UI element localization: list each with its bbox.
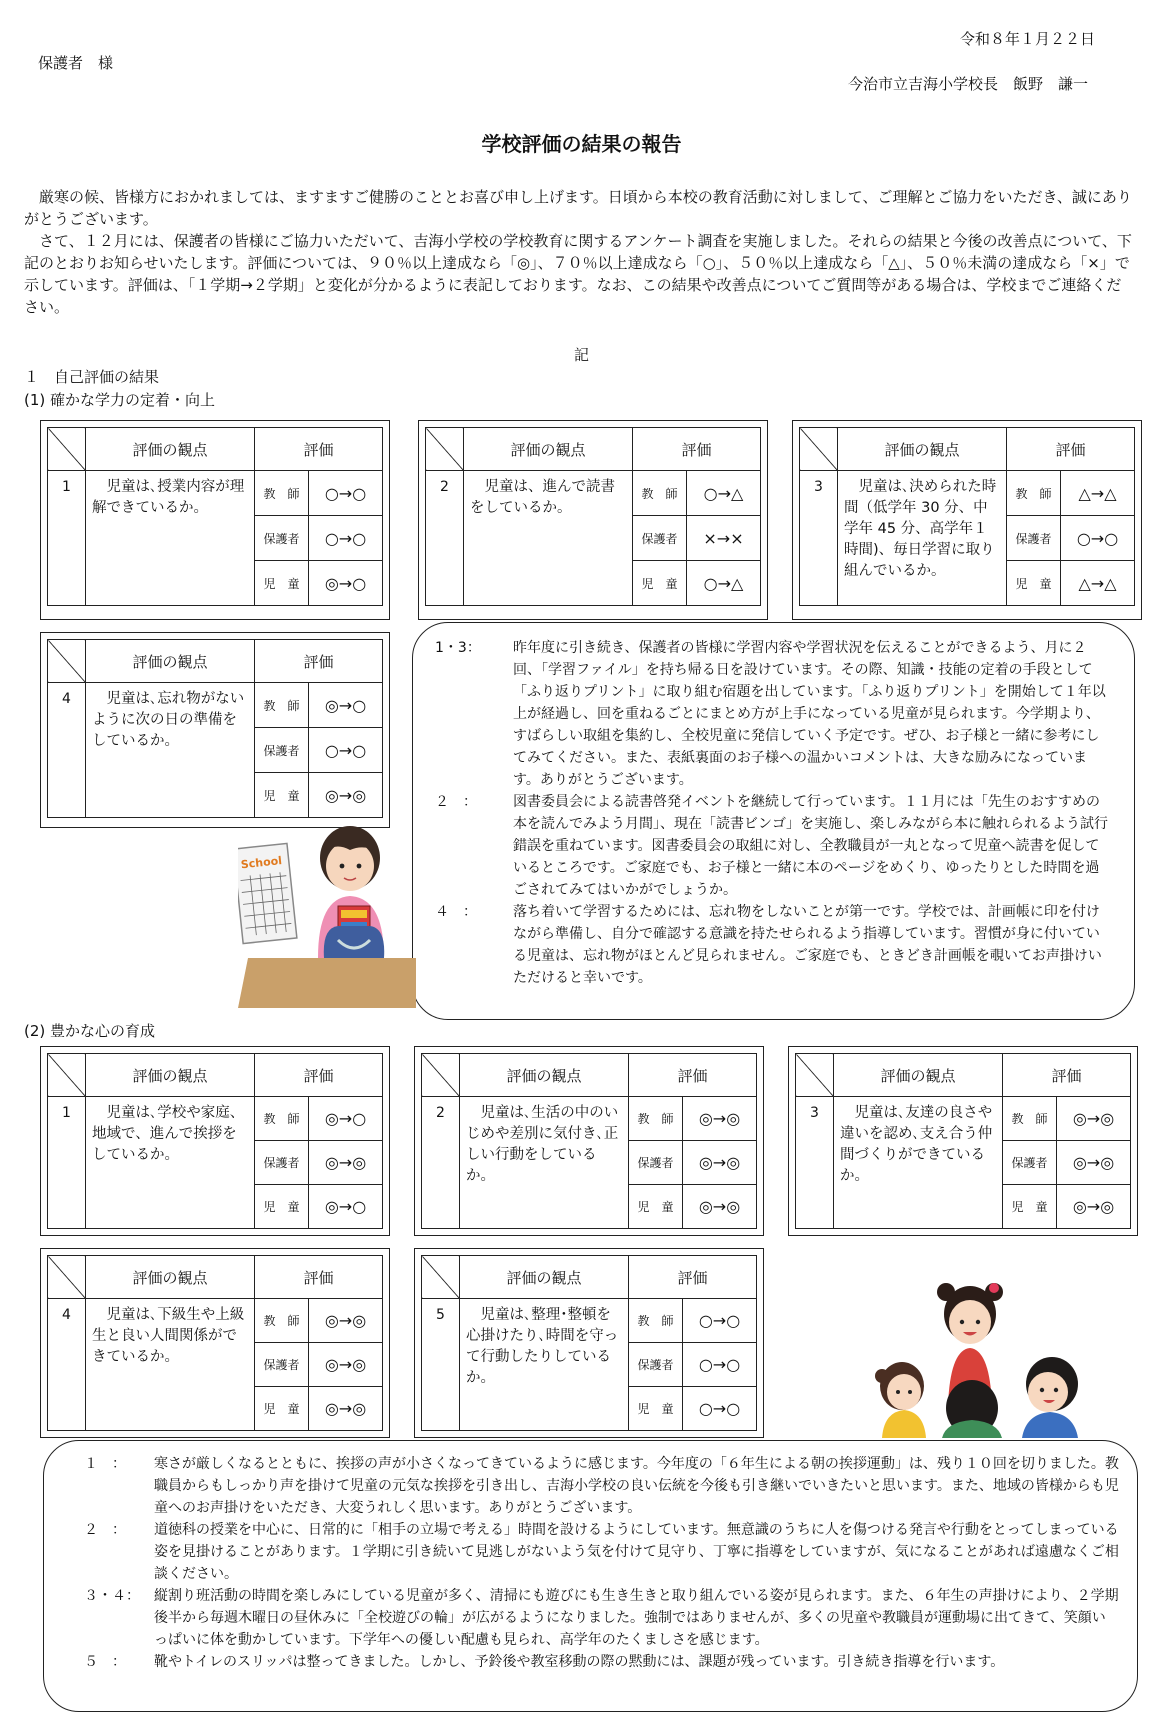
children-group-illustration [862,1266,1112,1438]
item-description: 児童は､友達の良さや違いを認め､支え合う仲間づくりができているか。 [834,1097,1003,1229]
rater-guardian: 保護者 [633,516,687,561]
evaluation-header: 評価 [1003,1054,1131,1097]
comment-item [435,791,1112,901]
document-date: 令和８年１月２２日 [960,30,1096,48]
intro-text [24,186,1134,318]
rater-child: 児 童 [1003,1185,1057,1229]
evaluation-card-items1-4 [40,632,390,828]
diagonal-cell [422,1054,460,1097]
rater-child: 児 童 [629,1185,683,1229]
rater-guardian: 保護者 [1003,1141,1057,1185]
rating-child: ◎→○ [309,561,383,606]
viewpoint-header: 評価の観点 [460,1256,629,1299]
rater-child: 児 童 [629,1387,683,1431]
subsection-heading: (2) 豊かな心の育成 [24,1022,156,1040]
rating-child: ◎→○ [309,1185,383,1229]
rating-teacher: ◎→○ [309,1097,383,1141]
evaluation-header: 評価 [255,640,383,683]
rater-child: 児 童 [255,773,309,818]
comment-text: 図書委員会による読書啓発イベントを継続して行っています。１１月には「先生のおすすめの本を読んでみよう月間」、現在「読書ビンゴ」を実施し、楽しみながら本に触れられるよう試行錯誤を重ねています。図書委員会の取組に対し、全教職員が一丸となって児童へ読書を促しているところです。ご家庭でも、お子様と一緒に本のページをめくり、ゆったりとした時間を過ごされてみてはいかがでしょうか。 [513,794,1108,898]
rater-child: 児 童 [255,1387,309,1431]
evaluation-card-items2-5 [414,1248,764,1438]
evaluation-table [47,1255,383,1431]
evaluation-table [47,427,383,606]
rater-teacher: 教 師 [633,471,687,516]
rating-teacher: ○→△ [687,471,761,516]
document-title: 学校評価の結果の報告 [481,132,682,156]
rating-child: △→△ [1061,561,1135,606]
rater-teacher: 教 師 [629,1097,683,1141]
diagonal-cell [426,428,464,471]
viewpoint-header: 評価の観点 [464,428,633,471]
comment-text: 寒さが厳しくなるとともに、挨拶の声が小さくなってきているように感じます。今年度の「６年生による朝の挨拶運動」は、残り１０回を切りました。教職員からもしっかり声を掛けて児童の元気な挨拶を引き出し、吉海小学校の良い伝統を今後も引き継いでいきたいと思います。また、地域の皆様からも児童へのお声掛けをいただき、大変うれしく思います。ありがとうございます。 [154,1456,1119,1516]
rating-teacher: △→△ [1061,471,1135,516]
evaluation-header: 評価 [255,428,383,471]
item-description: 児童は､忘れ物がないように次の日の準備をしているか。 [86,683,255,818]
rating-child: ◎→◎ [309,773,383,818]
comment-key: ２ ： [435,794,477,810]
rating-teacher: ○→○ [309,471,383,516]
rating-teacher: ○→○ [683,1299,757,1343]
rater-guardian: 保護者 [629,1141,683,1185]
viewpoint-header: 評価の観点 [838,428,1007,471]
evaluation-header: 評価 [633,428,761,471]
evaluation-table [47,639,383,818]
item-number: 1 [48,471,86,606]
rating-child: ◎→◎ [1057,1185,1131,1229]
rating-guardian: ◎→◎ [309,1141,383,1185]
diagonal-cell [800,428,838,471]
item-description: 児童は､整理･整頓を心掛けたり､時間を守って行動したりしているか。 [460,1299,629,1431]
comments-box-1 [412,622,1135,1020]
rating-child: ○→○ [683,1387,757,1431]
evaluation-header: 評価 [629,1054,757,1097]
rating-guardian: ○→○ [309,516,383,561]
item-description: 児童は､学校や家庭、地域で、進んで挨拶をしているか。 [86,1097,255,1229]
diagonal-cell [48,640,86,683]
rating-guardian: ○→○ [683,1343,757,1387]
comment-key: 1・3： [435,640,481,656]
ki-heading: 記 [573,346,589,364]
comment-key: ４ ： [435,904,477,920]
rating-guardian: ×→× [687,516,761,561]
rater-teacher: 教 師 [629,1299,683,1343]
rater-guardian: 保護者 [1007,516,1061,561]
item-number: 4 [48,683,86,818]
addressee: 保護者 様 [38,54,114,72]
rating-guardian: ○→○ [309,728,383,773]
item-description: 児童は､下級生や上級生と良い人間関係ができているか。 [86,1299,255,1431]
comment-key: １ ： [84,1456,126,1472]
comments-box-2 [43,1440,1138,1712]
diagonal-cell [796,1054,834,1097]
rater-teacher: 教 師 [1007,471,1061,516]
rater-teacher: 教 師 [1003,1097,1057,1141]
rating-guardian: ◎→◎ [683,1141,757,1185]
diagonal-cell [48,428,86,471]
comment-item [435,637,1112,791]
rater-guardian: 保護者 [255,516,309,561]
comment-text: 靴やトイレのスリッパは整ってきました。しかし、予鈴後や教室移動の際の黙動には、課題が残っています。引き続き指導を行います。 [154,1654,1005,1670]
item-description: 児童は､生活の中のいじめや差別に気付き､正しい行動をしているか。 [460,1097,629,1229]
rating-guardian: ○→○ [1061,516,1135,561]
viewpoint-header: 評価の観点 [86,1256,255,1299]
evaluation-card-items1-2 [418,420,768,620]
rater-teacher: 教 師 [255,1299,309,1343]
evaluation-table [47,1053,383,1229]
diagonal-cell [48,1256,86,1299]
viewpoint-header: 評価の観点 [86,1054,255,1097]
child-with-books-illustration [238,808,416,1008]
comment-key: ２ ： [84,1522,126,1538]
sender: 今治市立吉海小学校長 飯野 謙一 [848,75,1089,93]
rater-child: 児 童 [1007,561,1061,606]
evaluation-table [421,1053,757,1229]
rating-child: ○→△ [687,561,761,606]
comment-item [84,1585,1119,1651]
viewpoint-header: 評価の観点 [86,428,255,471]
rater-teacher: 教 師 [255,471,309,516]
comment-text: 道徳科の授業を中心に、日常的に「相手の立場で考える」時間を設けるようにしています。無意識のうちに人を傷つける発言や行動をとってしまっている姿を見掛けることがあります。１学期に引き続いて見逃しがないよう気を付けて見守り、丁寧に指導をしていますが、気になることがあれば遠慮なくご相談ください。 [154,1522,1119,1582]
item-description: 児童は、進んで読書をしているか。 [464,471,633,606]
evaluation-header: 評価 [255,1054,383,1097]
item-number: 5 [422,1299,460,1431]
viewpoint-header: 評価の観点 [86,640,255,683]
comment-item [84,1453,1119,1519]
rater-teacher: 教 師 [255,1097,309,1141]
item-number: 2 [426,471,464,606]
evaluation-card-items1-3 [792,420,1142,620]
item-number: 3 [796,1097,834,1229]
rater-teacher: 教 師 [255,683,309,728]
calendar-label: School [240,854,283,872]
evaluation-header: 評価 [629,1256,757,1299]
evaluation-table [425,427,761,606]
comment-item [435,901,1112,989]
evaluation-header: 評価 [255,1256,383,1299]
comment-key: ５ ： [84,1654,126,1670]
evaluation-card-items2-2 [414,1046,764,1236]
diagonal-cell [422,1256,460,1299]
comment-text: 落ち着いて学習するためには、忘れ物をしないことが第一です。学校では、計画帳に印を付けながら準備し、自分で確認する意識を持たせられるよう指導しています。習慣が身に付いている児童は、忘れ物がほとんど見られません。ご家庭でも、ときどき計画帳を覗いてお声掛けいただけると幸いです。 [513,904,1102,986]
rater-child: 児 童 [255,561,309,606]
rating-guardian: ◎→◎ [1057,1141,1131,1185]
rating-teacher: ◎→○ [309,683,383,728]
rating-teacher: ◎→◎ [309,1299,383,1343]
rater-child: 児 童 [633,561,687,606]
rating-child: ◎→◎ [309,1387,383,1431]
evaluation-header: 評価 [1007,428,1135,471]
evaluation-table [421,1255,757,1431]
evaluation-table [799,427,1135,606]
comment-item [84,1651,1119,1673]
item-description: 児童は､決められた時間（低学年 30 分、中学年 45 分、高学年１時間)、毎日学習に取り組んでいるか。 [838,471,1007,606]
item-description: 児童は､授業内容が理解できているか。 [86,471,255,606]
rater-guardian: 保護者 [255,1141,309,1185]
rating-teacher: ◎→◎ [1057,1097,1131,1141]
subsection-heading: (1) 確かな学力の定着・向上 [24,391,216,409]
rating-child: ◎→◎ [683,1185,757,1229]
viewpoint-header: 評価の観点 [834,1054,1003,1097]
section-heading: １ 自己評価の結果 [24,368,160,386]
rating-teacher: ◎→◎ [683,1097,757,1141]
rater-guardian: 保護者 [629,1343,683,1387]
rating-guardian: ◎→◎ [309,1343,383,1387]
evaluation-card-items2-4 [40,1248,390,1438]
item-number: 4 [48,1299,86,1431]
comment-item [84,1519,1119,1585]
comment-text: 昨年度に引き続き、保護者の皆様に学習内容や学習状況を伝えることができるよう、月に２回、「学習ファイル」を持ち帰る日を設けています。その際、知識・技能の定着の手段として「ふり返りプリント」に取り組む宿題を出しています。「ふり返りプリント」を開始して１年以上が経過し、回を重ねるごとにまとめ方が上手になっている児童が見られます。今学期より、すばらしい取組を集約し、全校児童に発信していく予定です。ぜひ、お子様と一緒に参考にしてみてください。また、表紙裏面のお子様への温かいコメントは、大きな励みになっています。ありがとうございます。 [513,640,1106,788]
evaluation-card-items1-1 [40,420,390,620]
rater-guardian: 保護者 [255,1343,309,1387]
intro-paragraph: さて、１２月には、保護者の皆様にご協力いただいて、吉海小学校の学校教育に関するアンケート調査を実施しました。それらの結果と今後の改善点について、下記のとおりお知らせいたします。評価については、９０％以上達成なら「◎」、７０％以上達成なら「○」、５０％以上達成なら「△」、５０％未満の達成なら「×」で示しています。評価は、「１学期→２学期」と変化が分かるように表記しております。なお、この結果や改善点についてご質問等がある場合は、学校までご連絡ください。 [24,232,1132,316]
comment-text: 縦割り班活動の時間を楽しみにしている児童が多く、清掃にも遊びにも生き生きと取り組んでいる姿が見られます。また、６年生の声掛けにより、２学期後半から毎週木曜日の昼休みに「全校遊びの輪」が広がるようになりました。強制ではありませんが、多くの児童や教職員が運動場に出てきて、笑顔いっぱいに体を動かしています。下学年への優しい配慮も見られ、高学年のたくましさを感じます。 [154,1588,1119,1648]
evaluation-table [795,1053,1131,1229]
evaluation-card-items2-3 [788,1046,1138,1236]
item-number: 3 [800,471,838,606]
rater-guardian: 保護者 [255,728,309,773]
item-number: 1 [48,1097,86,1229]
diagonal-cell [48,1054,86,1097]
item-number: 2 [422,1097,460,1229]
evaluation-card-items2-1 [40,1046,390,1236]
intro-paragraph: 厳寒の候、皆様方におかれましては、ますますご健勝のこととお喜び申し上げます。日頃から本校の教育活動に対しまして、ご理解とご協力をいただき、誠にありがとうございます。 [24,188,1132,228]
comment-key: ３・４： [84,1588,140,1604]
viewpoint-header: 評価の観点 [460,1054,629,1097]
rater-child: 児 童 [255,1185,309,1229]
